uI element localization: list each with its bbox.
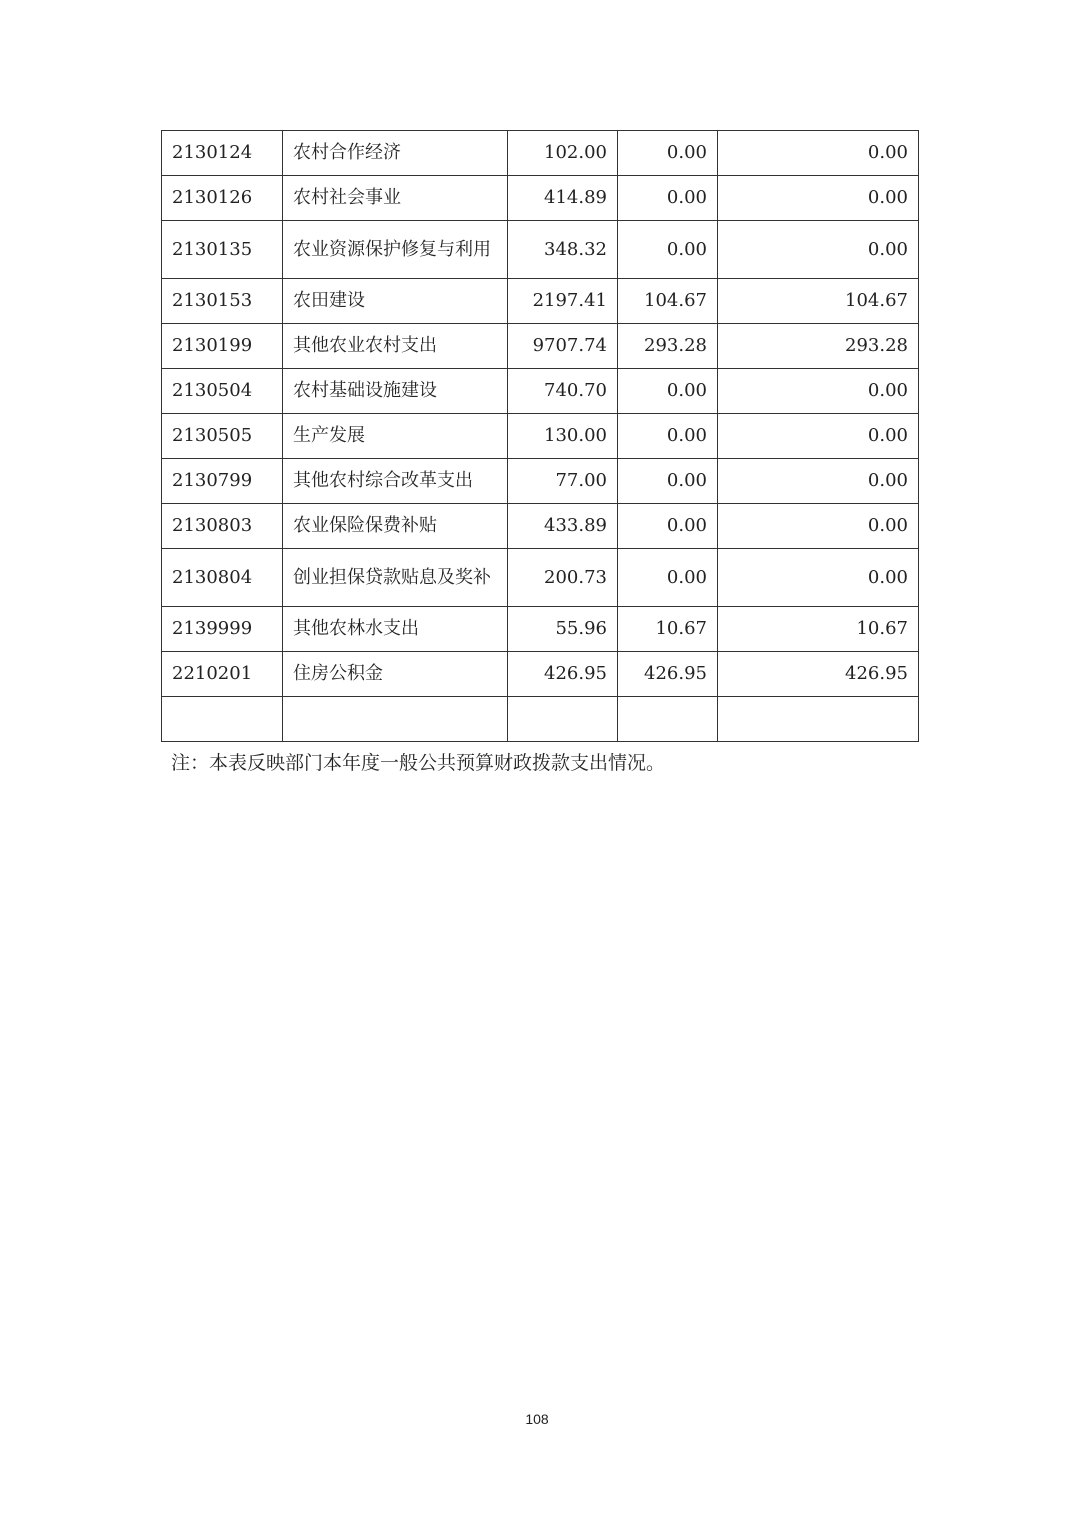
amount-cell-2: 426.95 bbox=[618, 652, 718, 697]
subject-code-cell: 2130505 bbox=[162, 414, 283, 459]
subject-code-cell: 2130504 bbox=[162, 369, 283, 414]
subject-code-cell: 2130126 bbox=[162, 176, 283, 221]
table-footnote: 注：本表反映部门本年度一般公共预算财政拨款支出情况。 bbox=[171, 752, 666, 774]
table-row bbox=[162, 221, 919, 279]
amount-cell-3: 0.00 bbox=[718, 369, 919, 414]
amount-cell-1: 77.00 bbox=[508, 459, 618, 504]
amount-cell-3: 104.67 bbox=[718, 279, 919, 324]
table-row bbox=[162, 176, 919, 221]
amount-cell-3: 0.00 bbox=[718, 549, 919, 607]
table-row bbox=[162, 504, 919, 549]
subject-code-cell: 2130804 bbox=[162, 549, 283, 607]
table-row-empty bbox=[162, 697, 919, 742]
subject-code-cell: 2130803 bbox=[162, 504, 283, 549]
amount-cell-2: 0.00 bbox=[618, 221, 718, 279]
table-row bbox=[162, 607, 919, 652]
amount-cell-2: 0.00 bbox=[618, 414, 718, 459]
amount-cell-3: 293.28 bbox=[718, 324, 919, 369]
table-row bbox=[162, 279, 919, 324]
amount-cell-2: 293.28 bbox=[618, 324, 718, 369]
subject-code-cell: 2210201 bbox=[162, 652, 283, 697]
amount-cell-3: 0.00 bbox=[718, 459, 919, 504]
amount-cell-1: 130.00 bbox=[508, 414, 618, 459]
amount-cell-2: 0.00 bbox=[618, 549, 718, 607]
amount-cell-3: 0.00 bbox=[718, 221, 919, 279]
amount-cell-1: 2197.41 bbox=[508, 279, 618, 324]
page-number: 108 bbox=[525, 1411, 549, 1427]
amount-cell-3 bbox=[718, 697, 919, 742]
subject-name-cell: 其他农林水支出 bbox=[283, 607, 508, 652]
subject-name-cell bbox=[283, 697, 508, 742]
amount-cell-2: 0.00 bbox=[618, 504, 718, 549]
subject-code-cell: 2130199 bbox=[162, 324, 283, 369]
budget-table-container bbox=[161, 130, 918, 742]
amount-cell-3: 426.95 bbox=[718, 652, 919, 697]
budget-table bbox=[161, 130, 919, 742]
amount-cell-1 bbox=[508, 697, 618, 742]
table-row bbox=[162, 414, 919, 459]
subject-code-cell: 2130124 bbox=[162, 131, 283, 176]
table-row bbox=[162, 652, 919, 697]
amount-cell-1: 102.00 bbox=[508, 131, 618, 176]
amount-cell-2: 10.67 bbox=[618, 607, 718, 652]
subject-name-cell: 农田建设 bbox=[283, 279, 508, 324]
amount-cell-1: 426.95 bbox=[508, 652, 618, 697]
amount-cell-2: 0.00 bbox=[618, 369, 718, 414]
amount-cell-1: 414.89 bbox=[508, 176, 618, 221]
table-row bbox=[162, 369, 919, 414]
subject-name-cell: 其他农业农村支出 bbox=[283, 324, 508, 369]
subject-name-cell: 农业资源保护修复与利用 bbox=[283, 221, 508, 279]
table-row bbox=[162, 459, 919, 504]
amount-cell-2: 104.67 bbox=[618, 279, 718, 324]
table-row bbox=[162, 131, 919, 176]
amount-cell-3: 10.67 bbox=[718, 607, 919, 652]
subject-name-cell: 农村社会事业 bbox=[283, 176, 508, 221]
amount-cell-3: 0.00 bbox=[718, 176, 919, 221]
table-row bbox=[162, 549, 919, 607]
subject-code-cell: 2130135 bbox=[162, 221, 283, 279]
amount-cell-2: 0.00 bbox=[618, 459, 718, 504]
subject-name-cell: 农业保险保费补贴 bbox=[283, 504, 508, 549]
amount-cell-1: 740.70 bbox=[508, 369, 618, 414]
amount-cell-1: 348.32 bbox=[508, 221, 618, 279]
subject-code-cell: 2130799 bbox=[162, 459, 283, 504]
amount-cell-1: 433.89 bbox=[508, 504, 618, 549]
subject-code-cell: 2139999 bbox=[162, 607, 283, 652]
amount-cell-1: 55.96 bbox=[508, 607, 618, 652]
table-row bbox=[162, 324, 919, 369]
amount-cell-2: 0.00 bbox=[618, 176, 718, 221]
subject-name-cell: 农村合作经济 bbox=[283, 131, 508, 176]
amount-cell-3: 0.00 bbox=[718, 504, 919, 549]
amount-cell-1: 200.73 bbox=[508, 549, 618, 607]
amount-cell-1: 9707.74 bbox=[508, 324, 618, 369]
subject-code-cell: 2130153 bbox=[162, 279, 283, 324]
amount-cell-2 bbox=[618, 697, 718, 742]
subject-code-cell bbox=[162, 697, 283, 742]
subject-name-cell: 其他农村综合改革支出 bbox=[283, 459, 508, 504]
subject-name-cell: 创业担保贷款贴息及奖补 bbox=[283, 549, 508, 607]
subject-name-cell: 住房公积金 bbox=[283, 652, 508, 697]
amount-cell-3: 0.00 bbox=[718, 131, 919, 176]
amount-cell-2: 0.00 bbox=[618, 131, 718, 176]
subject-name-cell: 生产发展 bbox=[283, 414, 508, 459]
amount-cell-3: 0.00 bbox=[718, 414, 919, 459]
subject-name-cell: 农村基础设施建设 bbox=[283, 369, 508, 414]
